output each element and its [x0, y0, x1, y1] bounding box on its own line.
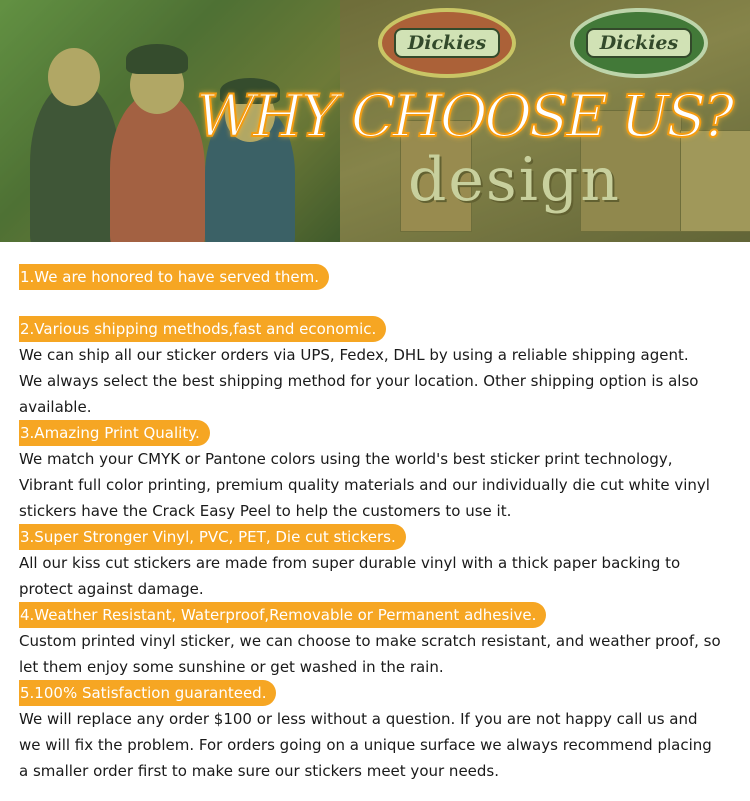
feature-text: Vibrant full color printing, premium quality materials and our individually die cut white vinyl: [19, 476, 710, 494]
feature-heading: 4.Weather Resistant, Waterproof,Removable or Permanent adhesive.: [19, 602, 546, 628]
logo-text: Dickies: [586, 28, 692, 58]
features-list: [19, 264, 734, 784]
feature-section: [19, 680, 734, 784]
feature-text: available.: [19, 398, 92, 416]
feature-text: Custom printed vinyl sticker, we can choose to make scratch resistant, and weather proof, so: [19, 632, 721, 650]
feature-text: protect against damage.: [19, 580, 204, 598]
feature-section: [19, 602, 734, 680]
feature-text: All our kiss cut stickers are made from super durable vinyl with a thick paper backing to: [19, 554, 681, 572]
hero-banner: [0, 0, 750, 242]
feature-section: [19, 524, 734, 602]
feature-text: We can ship all our sticker orders via UPS, Fedex, DHL by using a reliable shipping agent.: [19, 346, 689, 364]
feature-text: we will fix the problem. For orders going on a unique surface we always recommend placing: [19, 736, 712, 754]
feature-section: [19, 316, 734, 420]
design-word: design: [408, 145, 621, 215]
feature-heading: 1.We are honored to have served them.: [19, 264, 329, 290]
feature-heading: 5.100% Satisfaction guaranteed.: [19, 680, 276, 706]
spacer: [19, 290, 734, 316]
feature-text: let them enjoy some sunshine or get washed in the rain.: [19, 658, 444, 676]
feature-text: We will replace any order $100 or less without a question. If you are not happy call us and: [19, 710, 698, 728]
feature-section: [19, 264, 734, 290]
feature-heading: 3.Super Stronger Vinyl, PVC, PET, Die cut stickers.: [19, 524, 406, 550]
feature-section: [19, 420, 734, 524]
feature-text: a smaller order first to make sure our stickers meet your needs.: [19, 762, 499, 780]
feature-text: stickers have the Crack Easy Peel to help the customers to use it.: [19, 502, 512, 520]
logo-text: Dickies: [394, 28, 500, 58]
feature-heading: 2.Various shipping methods,fast and economic.: [19, 316, 386, 342]
feature-heading: 3.Amazing Print Quality.: [19, 420, 210, 446]
why-choose-us-headline: WHY CHOOSE US?: [196, 82, 732, 150]
feature-text: We always select the best shipping method for your location. Other shipping option is also: [19, 372, 699, 390]
feature-text: We match your CMYK or Pantone colors using the world's best sticker print technology,: [19, 450, 673, 468]
